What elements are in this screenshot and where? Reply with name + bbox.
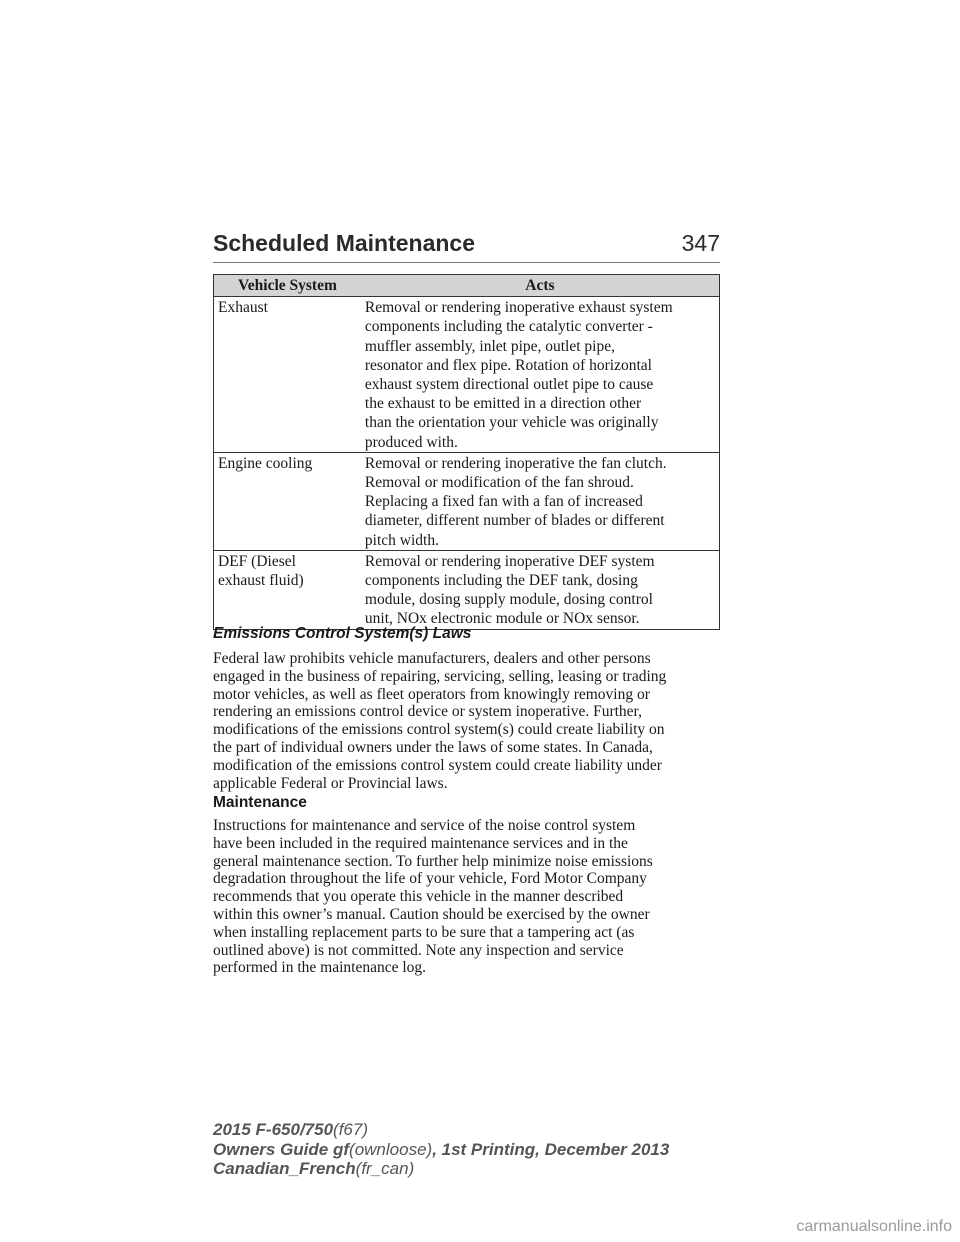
paragraph-line: have been included in the required maintenance services and in the xyxy=(213,834,628,852)
cell-line: DEF (Diesel xyxy=(218,552,296,570)
cell-line: than the orientation your vehicle was originally xyxy=(364,414,659,432)
footer-line xyxy=(213,1120,669,1140)
cell-line: components including the catalytic converter - xyxy=(364,318,653,336)
cell-line: muffler assembly, inlet pipe, outlet pipe, xyxy=(364,337,615,355)
cell-line: module, dosing supply module, dosing control xyxy=(364,591,653,609)
cell-line: Removal or rendering inoperative DEF system xyxy=(364,552,655,570)
footer-guide-code: (ownloose) xyxy=(349,1139,433,1159)
cell-line: components including the DEF tank, dosing xyxy=(364,572,638,590)
paragraph-line: general maintenance section. To further help minimize noise emissions xyxy=(213,852,653,870)
watermark: carmanualsonline.info xyxy=(796,1218,952,1235)
cell-line: produced with. xyxy=(364,433,458,451)
table-row xyxy=(214,297,720,453)
page-title: Scheduled Maintenance xyxy=(213,230,476,256)
cell-line: Removal or rendering inoperative exhaust system xyxy=(364,299,673,317)
cell-line: Exhaust xyxy=(218,299,268,317)
paragraph-line: applicable Federal or Provincial laws. xyxy=(213,774,448,792)
column-header-acts: Acts xyxy=(361,275,720,297)
paragraph-line: engaged in the business of repairing, servicing, selling, leasing or trading xyxy=(213,667,667,685)
paragraph-line: outlined above) is not committed. Note any inspection and service xyxy=(213,941,624,959)
paragraph-line: recommends that you operate this vehicle in the manner described xyxy=(213,888,624,906)
document-footer xyxy=(213,1120,669,1179)
cell-line: Removal or rendering inoperative the fan clutch. xyxy=(364,454,667,472)
footer-model-code: (f67) xyxy=(333,1120,369,1139)
acts-cell xyxy=(361,550,720,629)
vehicle-system-cell xyxy=(214,297,361,453)
section-heading-emissions-laws: Emissions Control System(s) Laws xyxy=(213,625,472,642)
cell-line: Replacing a fixed fan with a fan of increased xyxy=(364,493,643,511)
cell-line: resonator and flex pipe. Rotation of horizontal xyxy=(364,356,652,374)
cell-line: exhaust system directional outlet pipe to cause xyxy=(364,376,654,394)
paragraph-line: performed in the maintenance log. xyxy=(213,959,427,977)
paragraph-line: rendering an emissions control device or system inoperative. Further, xyxy=(213,703,642,721)
table-header-row xyxy=(214,275,720,297)
paragraph-line: Federal law prohibits vehicle manufacturers, dealers and other persons xyxy=(213,650,651,667)
paragraph-line: motor vehicles, as well as fleet operators from knowingly removing or xyxy=(213,685,650,703)
paragraph-line: modifications of the emissions control system(s) could create liability on xyxy=(213,721,665,739)
footer-language: Canadian_French xyxy=(213,1159,356,1178)
footer-language-code: (fr_can) xyxy=(355,1159,415,1178)
table-row xyxy=(214,452,720,550)
column-header-vehicle-system: Vehicle System xyxy=(214,275,361,297)
section-heading-maintenance: Maintenance xyxy=(213,794,307,811)
maintenance-paragraph xyxy=(213,817,723,977)
footer-line xyxy=(213,1140,669,1160)
paragraph-line: the part of individual owners under the laws of some states. In Canada, xyxy=(213,738,653,756)
footer-guide: Owners Guide gf xyxy=(213,1139,350,1159)
cell-line: exhaust fluid) xyxy=(218,572,304,590)
page-header xyxy=(213,226,720,263)
acts-cell xyxy=(361,297,720,453)
paragraph-line: when installing replacement parts to be sure that a tampering act (as xyxy=(213,923,635,941)
cell-line: the exhaust to be emitted in a direction other xyxy=(364,395,642,413)
paragraph-line: degradation throughout the life of your vehicle, Ford Motor Company xyxy=(213,870,647,888)
cell-line: pitch width. xyxy=(364,531,439,549)
emissions-laws-paragraph xyxy=(213,650,723,792)
vehicle-system-table xyxy=(213,274,720,630)
footer-printing: , 1st Printing, December 2013 xyxy=(432,1139,670,1159)
vehicle-system-cell xyxy=(214,452,361,550)
paragraph-line: modification of the emissions control system could create liability under xyxy=(213,756,662,774)
footer-model: 2015 F-650/750 xyxy=(213,1120,334,1139)
vehicle-system-cell xyxy=(214,550,361,629)
cell-line: Removal or modification of the fan shroud. xyxy=(364,474,634,492)
cell-line: diameter, different number of blades or different xyxy=(364,512,665,530)
paragraph-line: Instructions for maintenance and service of the noise control system xyxy=(213,817,636,834)
cell-line: unit, NOx electronic module or NOx sensor. xyxy=(364,610,640,628)
table-row xyxy=(214,550,720,629)
paragraph-line: within this owner’s manual. Caution should be exercised by the owner xyxy=(213,905,650,923)
cell-line: Engine cooling xyxy=(218,454,313,472)
page-number: 347 xyxy=(681,230,720,256)
acts-cell xyxy=(361,452,720,550)
footer-line xyxy=(213,1159,669,1179)
